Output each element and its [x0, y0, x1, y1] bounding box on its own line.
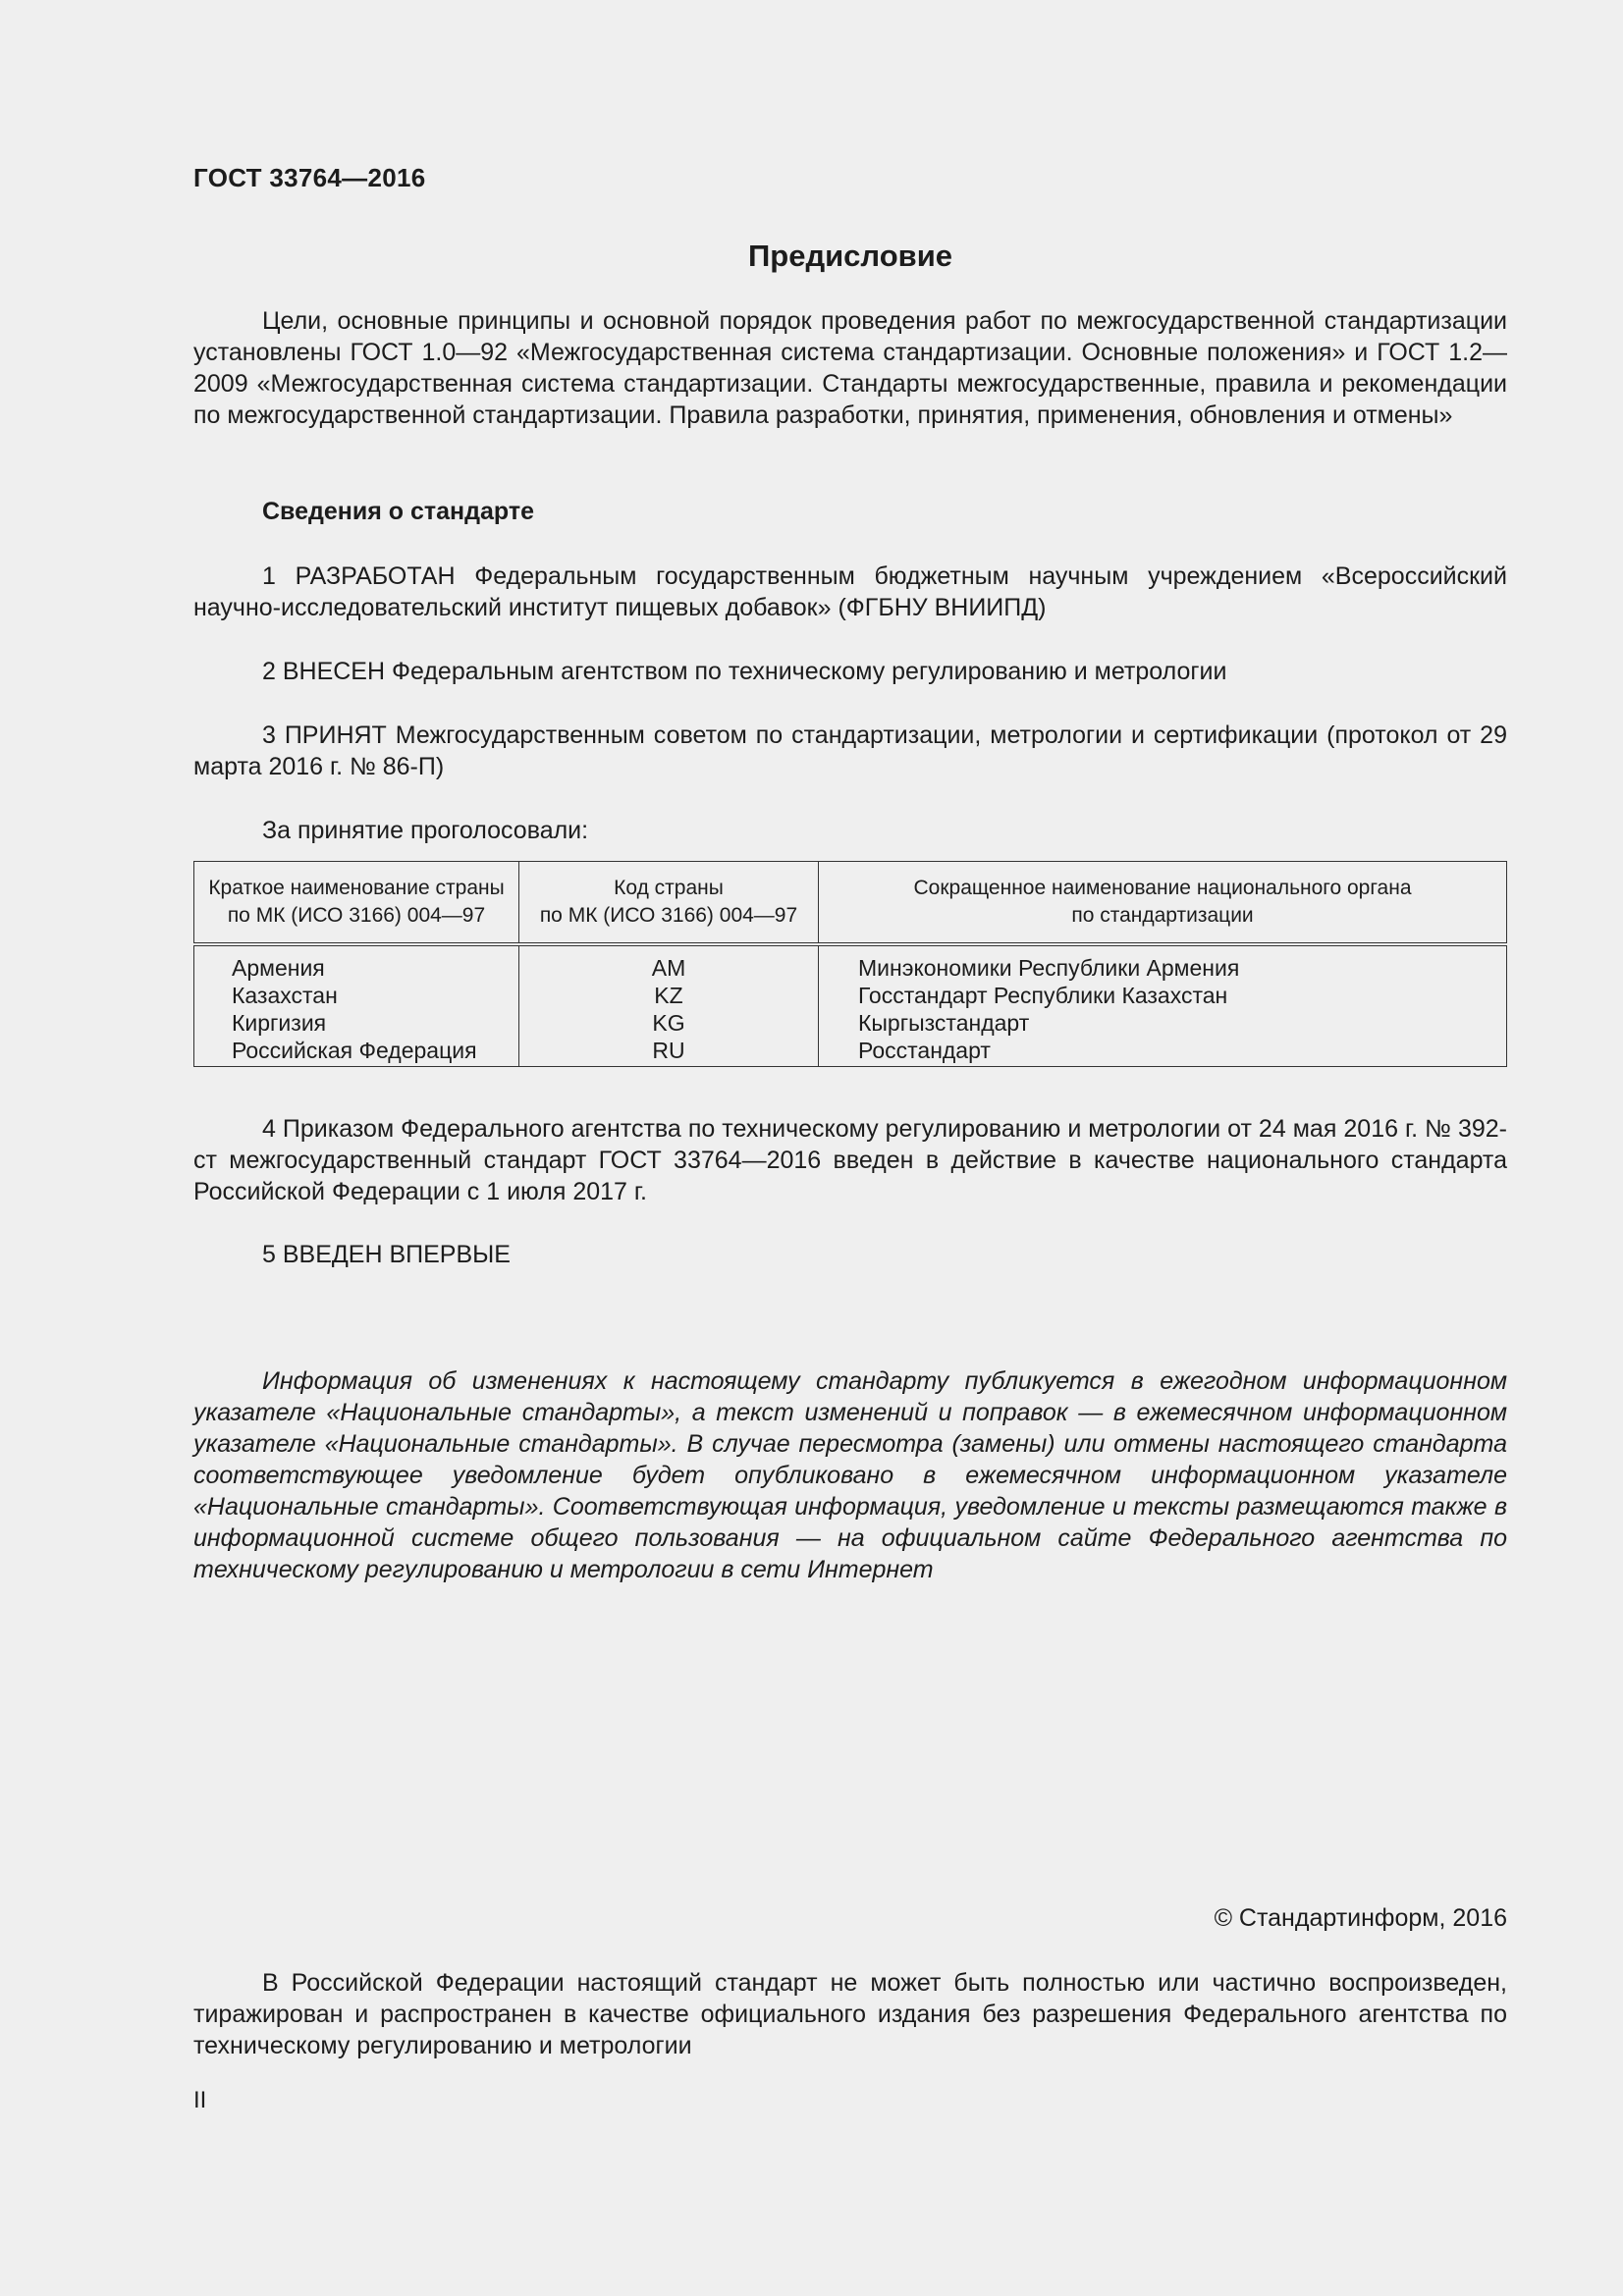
voted-label: За принятие проголосовали: [262, 817, 589, 844]
country-name-cell: Киргизия [194, 1009, 519, 1037]
table-row [194, 982, 1507, 1009]
item-adopted: 3 ПРИНЯТ Межгосударственным советом по стандартизации, метрологии и сертификации (протокол от 29 марта 2016 г. № 86-П) [193, 721, 1507, 780]
header-country-code: Код страны по МК (ИСО 3166) 004—97 [519, 862, 819, 945]
country-code-cell: KG [519, 1009, 819, 1037]
document-id: ГОСТ 33764—2016 [193, 163, 426, 192]
page-title: Предисловие [747, 239, 952, 273]
country-code-cell: KZ [519, 982, 819, 1009]
country-code-cell: RU [519, 1037, 819, 1067]
item-developed: 1 РАЗРАБОТАН Федеральным государственным бюджетным научным учреждением «Всероссийский научно-исследовательский институт пищевых добавок» (ФГБНУ ВНИИПД) [193, 562, 1507, 621]
section-title: Сведения о стандарте [262, 498, 535, 525]
rights-paragraph: В Российской Федерации настоящий стандарт не может быть полностью или частично воспроизведен, тиражирован и распространен в качестве официального издания без разрешения Федерального агентства по техническому регулированию и метрологии [193, 1969, 1507, 2059]
national-body-cell: Минэкономики Республики Армения [819, 944, 1507, 982]
header-national-body: Сокращенное наименование национального органа по стандартизации [819, 862, 1507, 945]
national-body-cell: Госстандарт Республики Казахстан [819, 982, 1507, 1009]
item-submitted: 2 ВНЕСЕН Федеральным агентством по техническому регулированию и метрологии [262, 658, 1227, 685]
notice-paragraph: Информация об изменениях к настоящему стандарту публикуется в ежегодном информационном указателе «Национальные стандарты», а текст изменений и поправок — в ежемесячном информационном указателе «Национальные стандарты». В случае пересмотра (замены) или отмены настоящего стандарта соответствующее уведомление будет опубликовано в ежемесячном информационном указателе «Национальные стандарты». Соответствующая информация, уведомление и тексты размещаются также в информационной системе общего пользования — на официальном сайте Федерального агентства по техническому регулированию и метрологии в сети Интернет [193, 1367, 1507, 1583]
table-row [194, 944, 1507, 982]
country-name-cell: Армения [194, 944, 519, 982]
document-page [193, 0, 1507, 2296]
table-row [194, 1037, 1507, 1067]
voting-table [193, 861, 1507, 1067]
item-introduced: 5 ВВЕДЕН ВПЕРВЫЕ [262, 1241, 511, 1268]
item-order: 4 Приказом Федерального агентства по техническому регулированию и метрологии от 24 мая 2016 г. № 392-ст межгосударственный стандарт ГОСТ 33764—2016 введен в действие в качестве национального стандарта Российской Федерации с 1 июля 2017 г. [193, 1115, 1507, 1205]
national-body-cell: Кыргызстандарт [819, 1009, 1507, 1037]
page-number: II [193, 2087, 207, 2113]
intro-paragraph: Цели, основные принципы и основной порядок проведения работ по межгосударственной стандартизации установлены ГОСТ 1.0—92 «Межгосударственная система стандартизации. Основные положения» и ГОСТ 1.2—2009 «Межгосударственная система стандартизации. Стандарты межгосударственные, правила и рекомендации по межгосударственной стандартизации. Правила разработки, принятия, применения, обновления и отмены» [193, 307, 1507, 429]
table-header-row [194, 862, 1507, 945]
country-name-cell: Казахстан [194, 982, 519, 1009]
country-code-cell: AM [519, 944, 819, 982]
copyright-notice: © Стандартинформ, 2016 [1214, 1904, 1507, 1932]
national-body-cell: Росстандарт [819, 1037, 1507, 1067]
header-country-name: Краткое наименование страны по МК (ИСО 3166) 004—97 [194, 862, 519, 945]
country-name-cell: Российская Федерация [194, 1037, 519, 1067]
table-row [194, 1009, 1507, 1037]
